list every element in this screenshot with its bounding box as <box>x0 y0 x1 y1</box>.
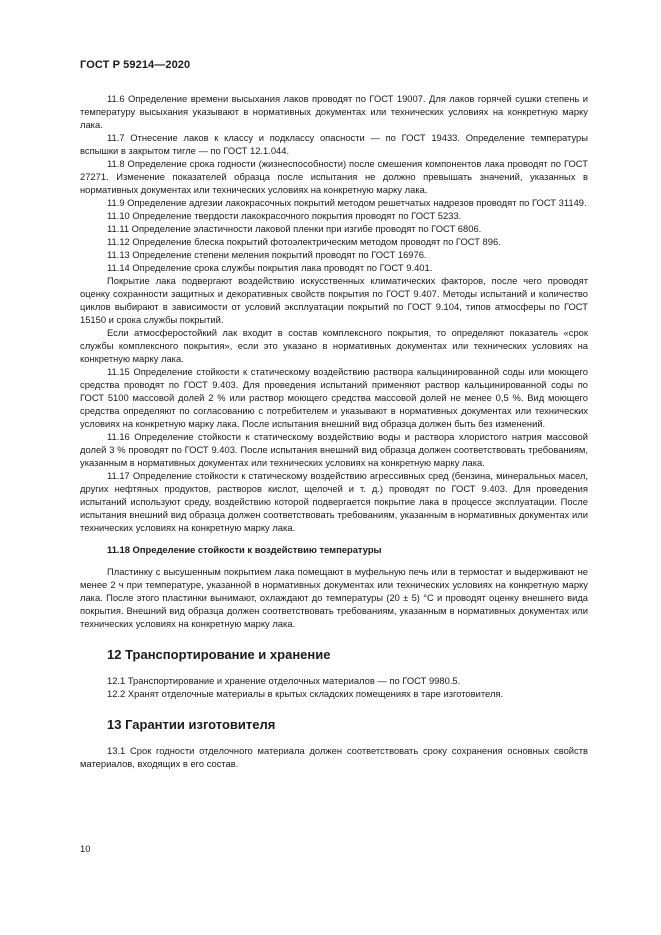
paragraph-complex-coating: Если атмосферостойкий лак входит в состав комплексного покрытия, то определяют показатель «срок службы комплексного покрытия», если это указано в нормативных документах или технических условиях на конкретную марку лака. <box>80 327 588 364</box>
paragraph-11-15: 11.15 Определение стойкости к статическому воздействию раствора кальцинированной соды или моющего средства проводят по ГОСТ 9.403. Для проведения испытаний применяют раствор кальцинированной соды по ГОСТ 5100 массовой долей 2 % или раствор моющего средства массовой долей не менее 0,5 %. Вид моющего средства определяют по согласованию с потребителем и указывают в нормативных документах или технических условиях на конкретную марку лака. После испытания внешний вид образца должен быть без изменений. <box>80 366 588 429</box>
paragraph-11-10: 11.10 Определение твердости лакокрасочного покрытия проводят по ГОСТ 5233. <box>107 210 462 221</box>
paragraph-11-12: 11.12 Определение блеска покрытий фотоэлектрическим методом проводят по ГОСТ 896. <box>107 236 501 247</box>
paragraph-12-1: 12.1 Транспортирование и хранение отделочных материалов — по ГОСТ 9980.5. <box>107 675 461 686</box>
document-header: ГОСТ Р 59214—2020 <box>80 59 191 71</box>
paragraph-11-18: Пластинку с высушенным покрытием лака помещают в муфельную печь или в термостат и выдерживают не менее 2 ч при температуре, указанной в нормативных документах или технических условиях на конкретную марку лака. После этого пластинки вынимают, охлаждают до температуры (20 ± 5) °С и проводят оценку внешнего вида покрытия. Внешний вид образца должен соответствовать требованиям, указанным в нормативных документах или технических условиях на конкретную марку лака. <box>80 566 588 629</box>
paragraph-climate-factors: Покрытие лака подвергают воздействию искусственных климатических факторов, после чего проводят оценку сохранности защитных и декоративных свойств покрытия по ГОСТ 9.407. Методы испытаний и количество циклов выбирают в зависимости от условий эксплуатации покрытий по ГОСТ 9.104, типов атмосферы по ГОСТ 15150 и срока службы покрытий. <box>80 275 588 325</box>
paragraph-11-9: 11.9 Определение адгезии лакокрасочных покрытий методом решетчатых надрезов проводят по ГОСТ 31149. <box>107 197 587 208</box>
paragraph-11-8: 11.8 Определение срока годности (жизнеспособности) после смешения компонентов лака проводят по ГОСТ 27271. Изменение показателей образца после испытания не должно превышать значений, указанных в нормативных документах или технических условиях на конкретную марку лака. <box>80 158 588 195</box>
paragraph-11-11: 11.11 Определение эластичности лаковой пленки при изгибе проводят по ГОСТ 6806. <box>107 223 482 234</box>
paragraph-11-6: 11.6 Определение времени высыхания лаков проводят по ГОСТ 19007. Для лаков горячей сушки степень и температуру высыхания указывают в нормативных документах или технических условиях на конкретную марку лака. <box>80 93 588 130</box>
page-body <box>80 92 588 770</box>
paragraph-13-1: 13.1 Срок годности отделочного материала должен соответствовать сроку сохранения основных свойств материалов, входящих в его состав. <box>80 745 588 769</box>
paragraph-11-14: 11.14 Определение срока службы покрытия лака проводят по ГОСТ 9.401. <box>107 262 433 273</box>
paragraph-11-13: 11.13 Определение степени меления покрытий проводят по ГОСТ 16976. <box>107 249 427 260</box>
section-13-heading: 13 Гарантии изготовителя <box>107 717 276 732</box>
subheading-11-18: 11.18 Определение стойкости к воздействию температуры <box>107 544 382 555</box>
paragraph-12-2: 12.2 Хранят отделочные материалы в крытых складских помещениях в таре изготовителя. <box>107 688 504 699</box>
paragraph-11-17: 11.17 Определение стойкости к статическому воздействию агрессивных сред (бензина, минеральных масел, других нефтяных продуктов, растворов кислот, щелочей и т. д.) проводят по ГОСТ 9.403. Для проведения испытаний используют среду, воздействию которой подвергается покрытие лака в процессе эксплуатации. После испытания внешний вид образца должен соответствовать требованиям, указанным в нормативных документах или технических условиях на конкретную марку лака. <box>80 470 588 533</box>
paragraph-11-16: 11.16 Определение стойкости к статическому воздействию воды и раствора хлористого натрия массовой долей 3 % проводят по ГОСТ 9.403. После испытания внешний вид образца должен соответствовать требованиям, указанным в нормативных документах или технических условиях на конкретную марку лака. <box>80 431 588 468</box>
page-number: 10 <box>80 843 91 854</box>
paragraph-11-7: 11.7 Отнесение лаков к классу и подклассу опасности — по ГОСТ 19433. Определение температуры вспышки в закрытом тигле — по ГОСТ 12.1.044. <box>80 132 588 156</box>
section-12-heading: 12 Транспортирование и хранение <box>107 647 331 662</box>
